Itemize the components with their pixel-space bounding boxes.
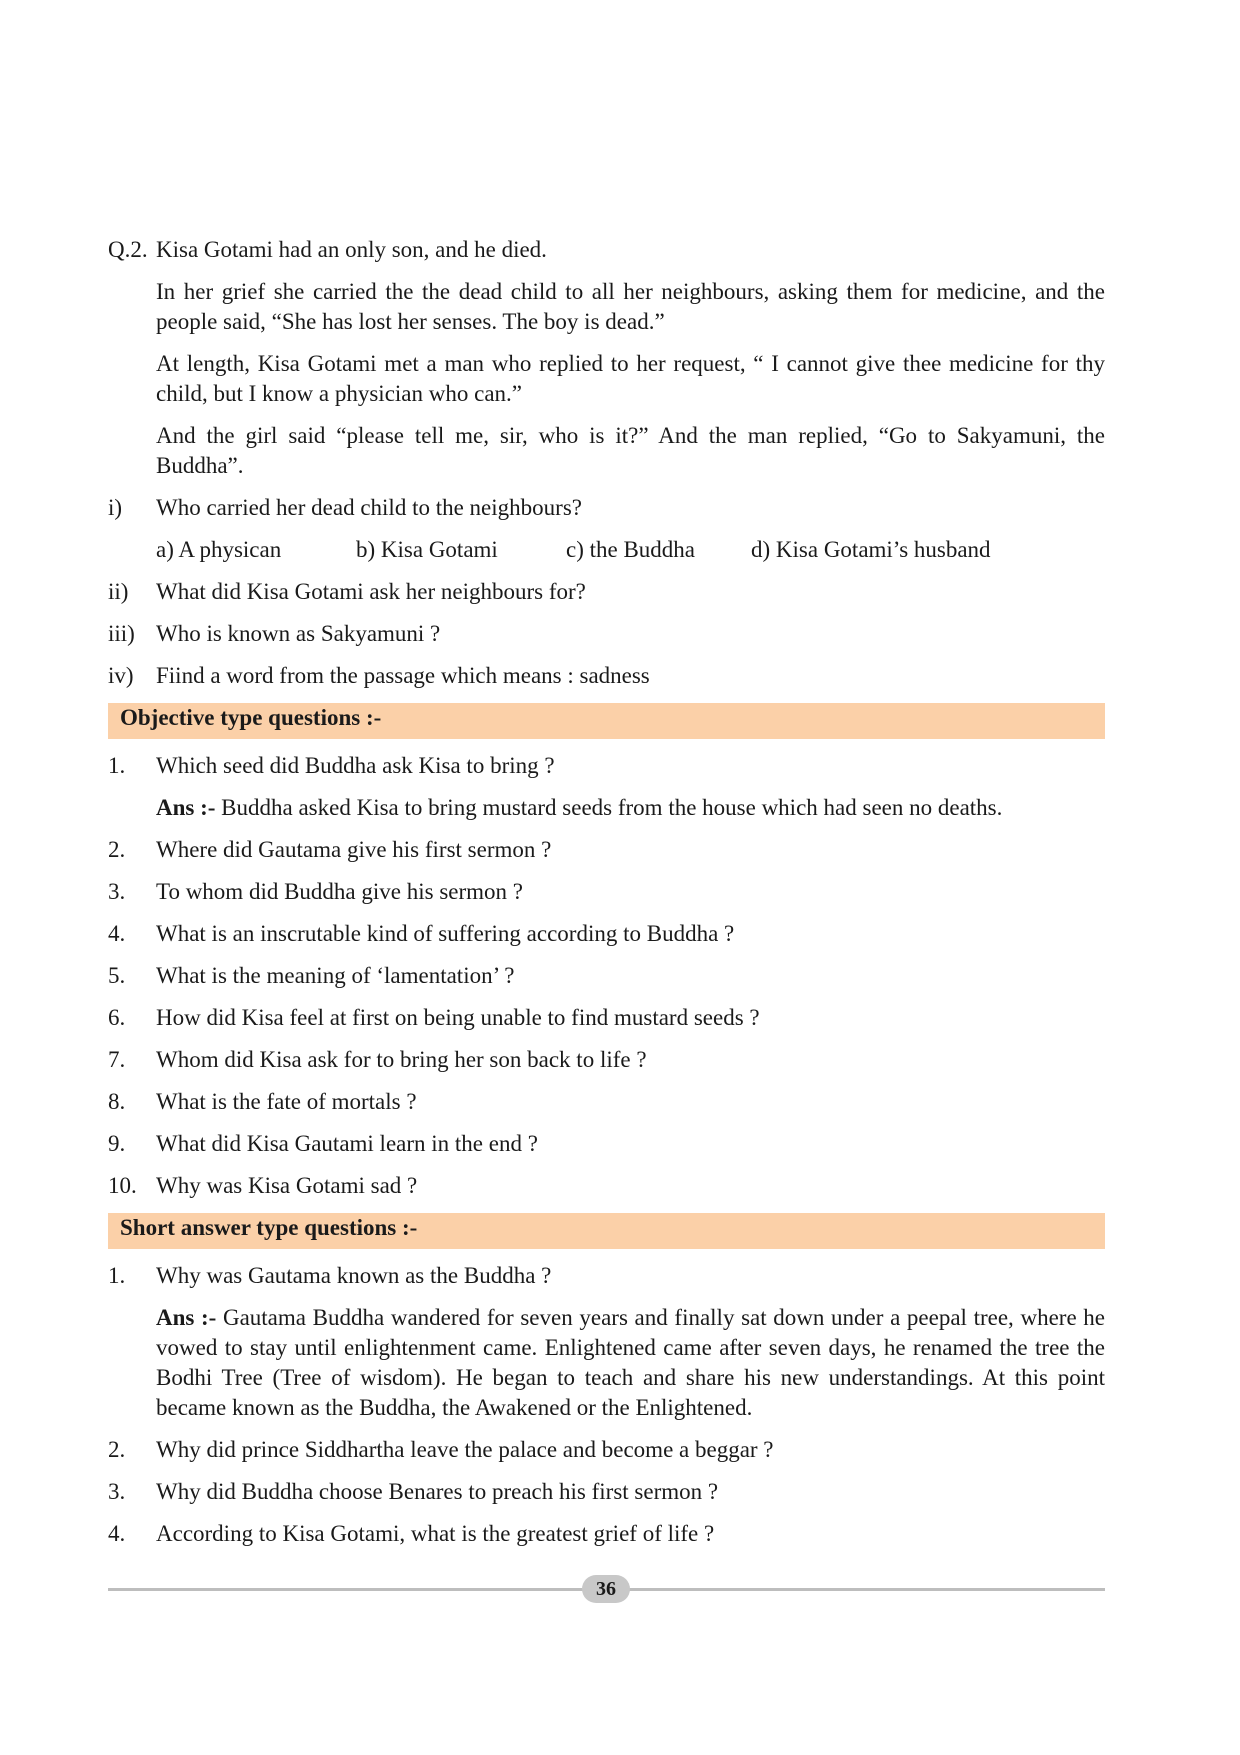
question-text: What is an inscrutable kind of suffering according to Buddha ?	[156, 921, 735, 946]
question-text: Why was Kisa Gotami sad ?	[156, 1173, 418, 1198]
question-text: To whom did Buddha give his sermon ?	[156, 879, 523, 904]
objective-section-heading: Objective type questions :-	[108, 703, 1105, 739]
question-number: 9.	[108, 1131, 126, 1156]
objective-question	[108, 1129, 1105, 1159]
question-number: ii)	[108, 579, 129, 604]
question-number: 5.	[108, 963, 126, 988]
question-text: Where did Gautama give his first sermon ?	[156, 837, 552, 862]
question-text: What is the fate of mortals ?	[156, 1089, 417, 1114]
objective-question	[108, 877, 1105, 907]
passage-question	[108, 661, 1105, 691]
passage-question	[108, 493, 1105, 523]
question-number: 2.	[108, 1437, 126, 1462]
question-text: Who carried her dead child to the neighbours?	[156, 495, 582, 520]
passage-paragraph: At length, Kisa Gotami met a man who replied to her request, “ I cannot give thee medicine for thy child, but I know a physician who can.”	[156, 351, 1105, 406]
question-text: Fiind a word from the passage which means : sadness	[156, 663, 650, 688]
passage-first-line-text: Kisa Gotami had an only son, and he died.	[156, 237, 547, 262]
question-text: Whom did Kisa ask for to bring her son back to life ?	[156, 1047, 647, 1072]
option-c: c) the Buddha	[566, 537, 696, 562]
question-text: According to Kisa Gotami, what is the greatest grief of life ?	[156, 1521, 715, 1546]
option-b: b) Kisa Gotami	[356, 537, 498, 562]
question-number: 4.	[108, 921, 126, 946]
answer-label: Ans :-	[156, 795, 216, 820]
option-d: d) Kisa Gotami’s husband	[751, 537, 991, 562]
question-text: Who is known as Sakyamuni ?	[156, 621, 441, 646]
question-number: iii)	[108, 621, 135, 646]
objective-question	[108, 1087, 1105, 1117]
question-number: 4.	[108, 1521, 126, 1546]
answer-options	[156, 535, 1105, 565]
question-number: 8.	[108, 1089, 126, 1114]
objective-question	[108, 961, 1105, 991]
passage-paragraph: In her grief she carried the the dead child to all her neighbours, asking them for medicine, and the people said, “She has lost her senses. The boy is dead.”	[156, 279, 1105, 334]
question-text: Which seed did Buddha ask Kisa to bring ?	[156, 753, 555, 778]
short-question	[108, 1477, 1105, 1507]
question-number: 1.	[108, 753, 126, 778]
question-number: 1.	[108, 1263, 126, 1288]
question-number: 7.	[108, 1047, 126, 1072]
page-content	[108, 235, 1105, 1561]
passage-question	[108, 577, 1105, 607]
passage-question	[108, 619, 1105, 649]
objective-question	[108, 919, 1105, 949]
option-a: a) A physican	[156, 537, 282, 562]
short-answer-section-heading: Short answer type questions :-	[108, 1213, 1105, 1249]
page-number: 36	[582, 1575, 630, 1603]
question-text: Why was Gautama known as the Buddha ?	[156, 1263, 552, 1288]
question-number: 2.	[108, 837, 126, 862]
question-text: What did Kisa Gotami ask her neighbours for?	[156, 579, 586, 604]
short-question	[108, 1519, 1105, 1549]
answer-text: Gautama Buddha wandered for seven years and finally sat down under a peepal tree, where he vowed to stay until enlightenment came. Enlightened came after seven days, he renamed the tree the Bodhi Tree (Tree of wisdom). He began to teach and share his new understandings. At this point became known as the Buddha, the Awakened or the Enlightened.	[156, 1305, 1106, 1420]
passage-paragraph: And the girl said “please tell me, sir, who is it?” And the man replied, “Go to Sakyamuni, the Buddha”.	[156, 423, 1105, 478]
question-number: 6.	[108, 1005, 126, 1030]
objective-answer-1	[156, 793, 1105, 823]
objective-question	[108, 1003, 1105, 1033]
answer-text: Buddha asked Kisa to bring mustard seeds from the house which had seen no deaths.	[215, 795, 1003, 820]
objective-question	[108, 1045, 1105, 1075]
question-text: Why did Buddha choose Benares to preach his first sermon ?	[156, 1479, 719, 1504]
passage-label: Q.2.	[108, 237, 148, 262]
short-question	[108, 1261, 1105, 1291]
objective-question	[108, 835, 1105, 865]
question-number: i)	[108, 495, 123, 520]
question-text: What did Kisa Gautami learn in the end ?	[156, 1131, 538, 1156]
question-text: How did Kisa feel at first on being unable to find mustard seeds ?	[156, 1005, 760, 1030]
question-number: 3.	[108, 879, 126, 904]
objective-question	[108, 751, 1105, 781]
short-answer-1	[156, 1303, 1105, 1423]
question-text: Why did prince Siddhartha leave the palace and become a beggar ?	[156, 1437, 774, 1462]
question-text: What is the meaning of ‘lamentation’ ?	[156, 963, 515, 988]
objective-question	[108, 1171, 1105, 1201]
question-number: iv)	[108, 663, 134, 688]
question-number: 3.	[108, 1479, 126, 1504]
answer-label: Ans :-	[156, 1305, 217, 1330]
short-question	[108, 1435, 1105, 1465]
question-number: 10.	[108, 1173, 137, 1198]
passage-first-line	[108, 235, 1105, 265]
